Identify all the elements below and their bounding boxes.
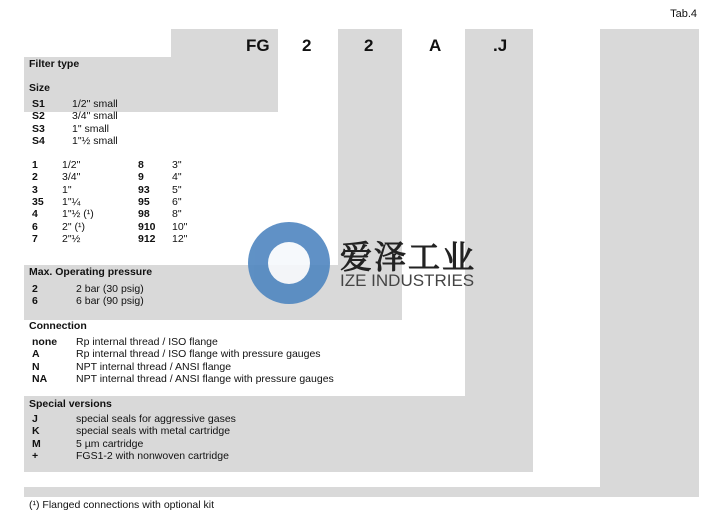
item-code: S2 [32,110,45,123]
item-code: 8 [138,159,144,171]
section-title-filter-type: Filter type [29,58,80,70]
item-desc: 6 bar (90 psig) [76,295,144,308]
item-desc: 2"½ [62,232,81,245]
item-desc: 1" small [72,122,109,135]
item-desc: Rp internal thread / ISO flange with pressure gauges [76,348,321,361]
item-desc: 2" (¹) [62,220,85,233]
item-desc: 1" [62,183,72,196]
item-code: 910 [138,220,156,233]
item-desc: Rp internal thread / ISO flange [76,336,218,348]
item-desc: 4" [172,171,182,184]
item-desc: 1"½ small [72,134,118,147]
item-desc: 1/2" [62,159,81,171]
item-code: NA [32,372,48,385]
item-desc: FGS1-2 with nonwoven cartridge [76,449,229,462]
item-code: S4 [32,134,45,147]
item-code: 2 [32,171,38,184]
tab-label: Tab.4 [670,8,697,20]
item-code: A [32,348,40,361]
item-code: J [32,413,38,425]
item-desc: special seals for aggressive gases [76,413,236,425]
item-desc: NPT internal thread / ANSI flange with pressure gauges [76,372,334,385]
item-code: K [32,425,40,438]
item-code: 7 [32,232,38,245]
code-pressure: 2 [364,36,374,55]
item-desc: 1"¼ [62,195,81,208]
item-code: 3 [32,183,38,196]
section-title-pressure: Max. Operating pressure [29,266,153,278]
item-desc: 6" [172,195,182,208]
item-desc: 5 µm cartridge [76,437,144,450]
item-desc: 3/4" [62,171,81,184]
item-code: 1 [32,159,38,171]
section-title-connection: Connection [29,320,87,332]
bottom-bar [24,487,699,497]
item-code: 6 [32,295,38,308]
item-code: S1 [32,98,45,110]
item-code: M [32,437,41,450]
watermark-logo-icon [248,222,330,304]
section-title-special: Special versions [29,398,112,410]
code-series: FG [246,36,270,55]
item-code: S3 [32,122,45,135]
item-code: 6 [32,220,38,233]
item-desc: 12" [172,232,188,245]
item-code: none [32,336,58,348]
item-code: 95 [138,195,150,208]
item-desc: 2 bar (30 psig) [76,283,144,295]
item-code: 98 [138,208,150,221]
item-desc: 3/4" small [72,110,118,123]
item-desc: 3" [172,159,182,171]
item-desc: 8" [172,208,182,221]
item-code: 912 [138,232,156,245]
item-desc: 1"½ (¹) [62,208,94,221]
code-connection: A [429,36,442,55]
item-code: N [32,360,40,373]
item-desc: 5" [172,183,182,196]
item-desc: NPT internal thread / ANSI flange [76,360,232,373]
item-desc: special seals with metal cartridge [76,425,231,438]
extra-column [600,29,699,497]
item-desc: 1/2" small [72,98,118,110]
item-code: 2 [32,283,38,295]
item-code: 4 [32,208,38,221]
code-type: 2 [302,36,312,55]
section-title-size: Size [29,82,51,94]
watermark-cn: 爱泽工业 [340,238,477,276]
item-desc: 10" [172,220,188,233]
item-code: 35 [32,195,44,208]
item-code: 9 [138,171,144,184]
footnote: (¹) Flanged connections with optional kit [29,499,215,511]
item-code: + [32,449,39,462]
watermark-en: IZE INDUSTRIES [340,271,475,290]
item-code: 93 [138,183,150,196]
code-special: .J [493,36,508,55]
